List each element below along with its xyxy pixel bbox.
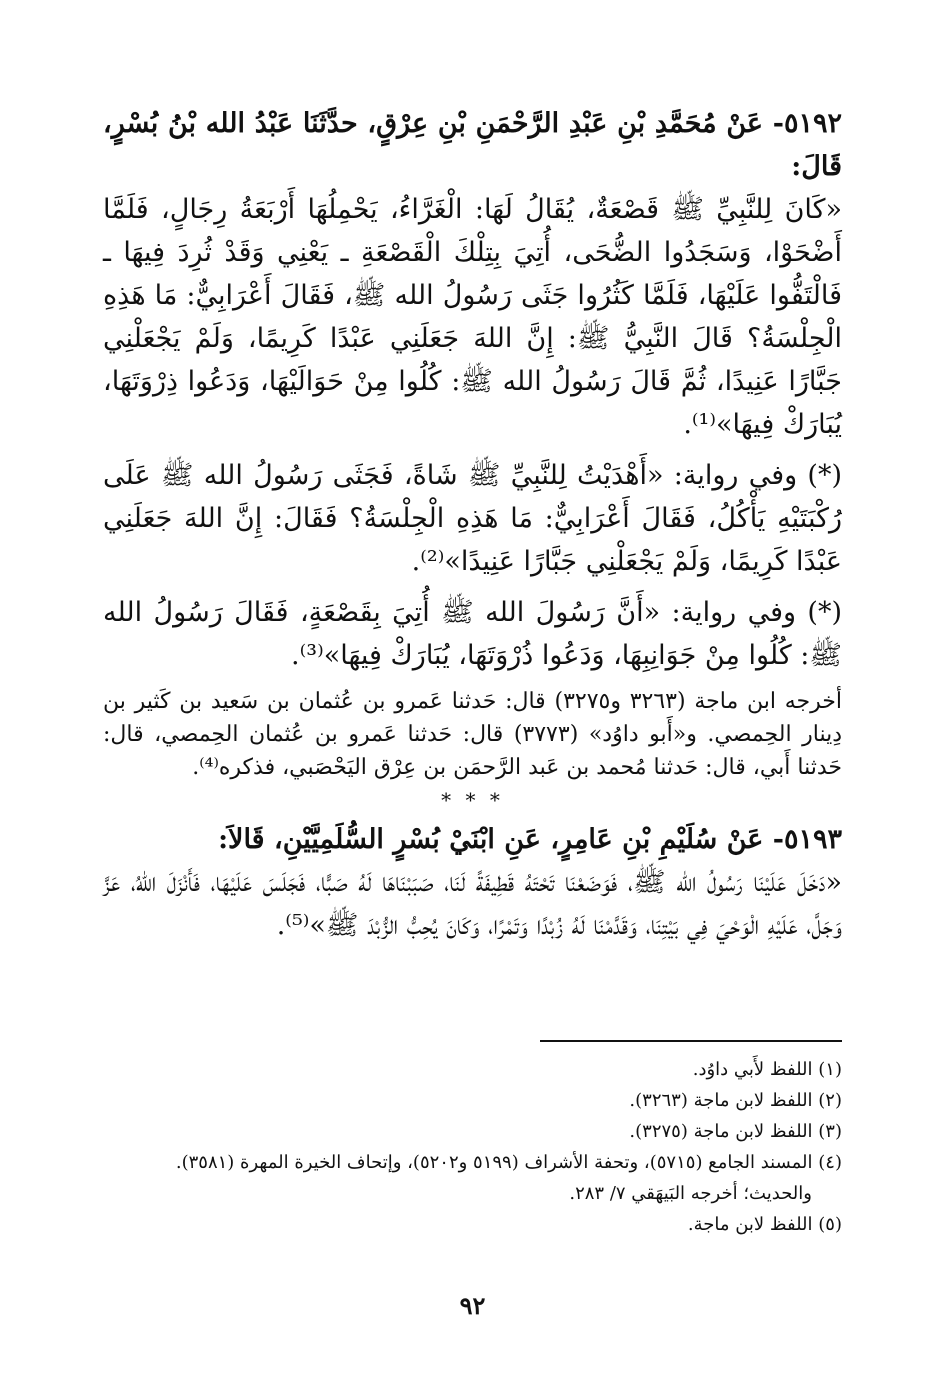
hadith-5193-header: ٥١٩٣- عَنْ سُلَيْمِ بْنِ عَامِرٍ، عَنِ ابْنَيْ بُسْرٍ السُّلَمِيَّيْنِ، قَالاَ: [218,824,842,855]
hadith-5192-header: ٥١٩٢- عَنْ مُحَمَّدِ بْنِ عَبْدِ الرَّحْمَنِ بْنِ عِرْقٍ، حدَّثَنَا عَبْدُ الله بْنُ بُسْرٍ، قَالَ: [103,108,842,182]
footnote-2: (٢) اللفظ لابن ماجة (٣٢٦٣). [629,1090,842,1111]
hadith-5192-takhrij: أخرجه ابن ماجة (٣٢٦٣ و٣٢٧٥) قال: حَدثنا عَمرو بن عُثمان بن سَعيد بن كَثير بن دِينار الحِمصي. و«أَبو داوُد» (٣٧٧٣) قال: حَدثنا عَمرو بن عُثمان الحِمصي، قال: حَدثنا أَبي، قال: حَدثنا مُحمد بن عَبد الرَّحمَن بن عِرْق اليَحْصَبي، فذكره⁽⁴⁾. [103,689,843,780]
hadith-5193-text: «دَخَلَ عَلَيْنَا رَسُولُ الله ﷺ، فَوَضَعْنَا تَحْتَهُ قَطِيفَةً لَنَا، صَبَبْنَاهَا لَهُ صَبًّا، فَجَلَسَ عَلَيْهَا، فَأَنْزَلَ اللهُ، عَزَّ وَجَلَّ، عَلَيْهِ الْوَحْيَ فِي بَيْتِنَا، وَقَدَّمْنَا لَهُ زُبْدًا وَتَمْرًا، وَكَانَ يُحِبُّ الزُّبْدَ ﷺ»⁽⁵⁾. [103,867,842,941]
hadith-5192-riwaya-1: (*) وفي رواية: «أَهْدَيْتُ لِلنَّبِيِّ ﷺ شَاةً، فَجَثَى رَسُولُ الله ﷺ عَلَى رُكْبَتَيْهِ يَأْكُلُ، فَقَالَ أَعْرَابِيٌّ: مَا هَذِهِ الْجِلْسَةُ؟ فَقَالَ: إِنَّ اللهَ جَعَلَنِي عَبْدًا كَرِيمًا، وَلَمْ يَجْعَلْنِي جَبَّارًا عَنِيدًا»⁽²⁾. [103,460,842,577]
page-number: ٩٢ [459,1291,486,1320]
footnote-4: (٤) المسند الجامع (٥٧١٥)، وتحفة الأشراف (٥١٩٩ و٥٢٠٢)، وإتحاف الخيرة المهرة (٣٥٨١). [175,1152,842,1173]
footnote-1: (١) اللفظ لأَبي داوُد. [692,1059,842,1080]
footnotes [103,1054,842,1240]
footnote-4-continuation: والحديث؛ أخرجه البَيهَقي ٧/ ٢٨٣. [569,1183,812,1204]
hadith-5192-riwaya-2: (*) وفي رواية: «أَنَّ رَسُولَ الله ﷺ أُتِيَ بِقَصْعَةٍ، فَقَالَ رَسُولُ الله ﷺ: كُلُوا مِنْ جَوَانِبِهَا، وَدَعُوا ذُرْوَتَهَا، يُبَارَكْ فِيهَا»⁽³⁾. [103,597,842,671]
section-separator: * * * [441,788,504,812]
footnote-3: (٣) اللفظ لابن ماجة (٣٢٧٥). [629,1121,842,1142]
footnote-5: (٥) اللفظ لابن ماجة. [687,1214,842,1235]
hadith-5192-text: «كَانَ لِلنَّبِيِّ ﷺ قَصْعَةٌ، يُقَالُ لَهَا: الْغَرَّاءُ، يَحْمِلُهَا أَرْبَعَةُ رِجَالٍ، فَلَمَّا أَضْحَوْا، وَسَجَدُوا الضُّحَى، أُتِيَ بِتِلْكَ الْقَصْعَةِ ـ يَعْنِي وَقَدْ ثُرِدَ فِيهَا ـ فَالْتَفُّوا عَلَيْهَا، فَلَمَّا كَثُرُوا جَثَى رَسُولُ الله ﷺ، فَقَالَ أَعْرَابِيٌّ: مَا هَذِهِ الْجِلْسَةُ؟ قَالَ النَّبِيُّ ﷺ: إِنَّ اللهَ جَعَلَنِي عَبْدًا كَرِيمًا، وَلَمْ يَجْعَلْنِي جَبَّارًا عَنِيدًا، ثُمَّ قَالَ رَسُولُ الله ﷺ: كُلُوا مِنْ حَوَالَيْهَا، وَدَعُوا ذِرْوَتَهَا، يُبَارَكْ فِيهَا»⁽¹⁾. [103,194,842,440]
main-text [103,102,842,947]
footnote-divider [540,1040,842,1042]
